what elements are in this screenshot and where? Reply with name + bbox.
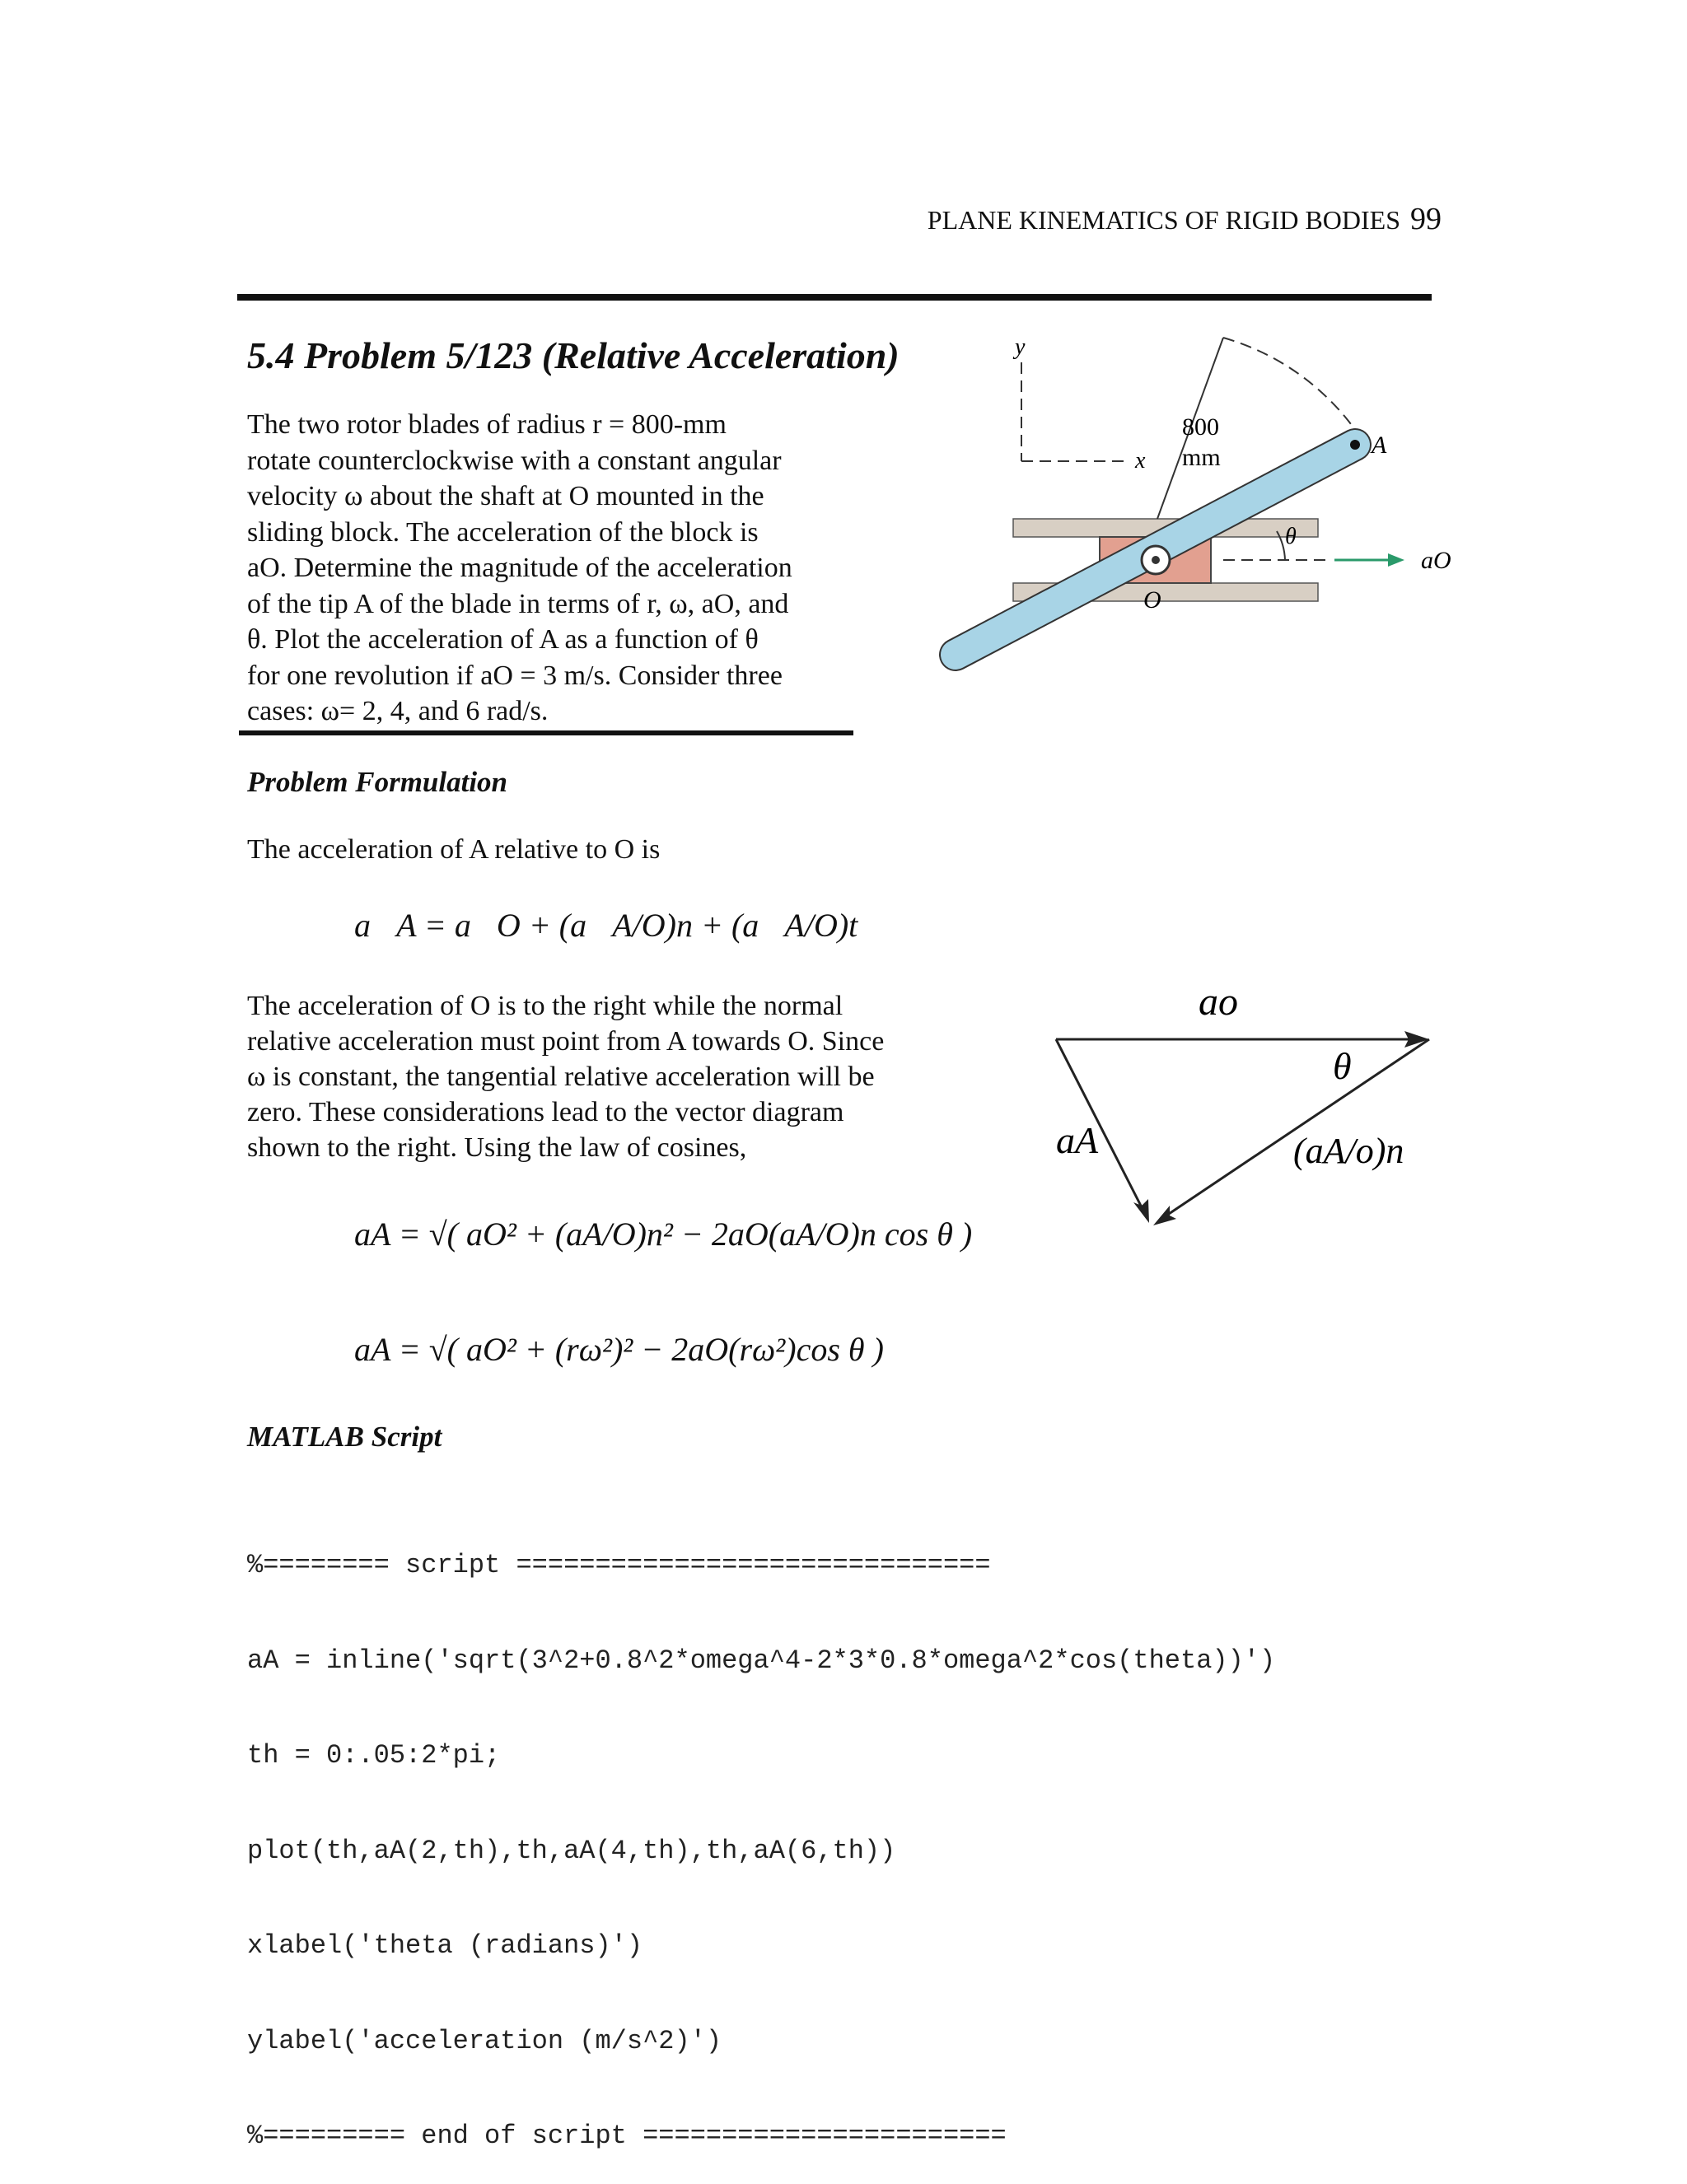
aan-arrowhead	[1153, 1206, 1176, 1225]
equation-1: a⃗A = a⃗O + (a⃗A/O)n + (a⃗A/O)t	[354, 907, 858, 944]
code-line: %========= end of script =======================	[247, 2121, 1007, 2151]
equation-2: aA = √( aO² + (aA/O)n² − 2aO(aA/O)n cos θ )	[354, 1216, 973, 1253]
section-title: 5.4 Problem 5/123 (Relative Acceleration)	[247, 334, 900, 376]
statement-rule	[239, 730, 853, 735]
shaft-point	[1152, 556, 1160, 564]
dim-unit: mm	[1182, 444, 1221, 471]
statement-line: for one revolution if aO = 3 m/s. Consider three	[247, 660, 783, 691]
matlab-code-block	[247, 1486, 1275, 2184]
paragraph-line: zero. These considerations lead to the vector diagram	[247, 1097, 844, 1127]
page-number: 99	[1410, 202, 1442, 236]
theta-label: θ	[1333, 1045, 1352, 1087]
statement-line: rotate counterclockwise with a constant angular	[247, 445, 782, 476]
aan-label: (aA/o)n	[1293, 1131, 1404, 1171]
code-line: %======== script ==============================	[247, 1550, 991, 1580]
accel-label: aO	[1421, 547, 1451, 574]
angle-label: θ	[1285, 524, 1297, 549]
top-rule	[237, 294, 1432, 301]
label-a: A	[1372, 432, 1387, 459]
paragraph-line: shown to the right. Using the law of cosines,	[247, 1132, 747, 1163]
paragraph-line: relative acceleration must point from A towards O. Since	[247, 1026, 885, 1057]
statement-line: θ. Plot the acceleration of A as a function of θ	[247, 624, 759, 655]
statement-line: The two rotor blades of radius r = 800-mm	[247, 409, 727, 440]
rotor-figure	[939, 329, 1466, 725]
statement-line: of the tip A of the blade in terms of r, ω, aO, and	[247, 588, 789, 619]
x-label: x	[1135, 448, 1146, 474]
dim-value: 800	[1182, 413, 1219, 441]
tip-point	[1350, 440, 1360, 450]
paragraph-line: ω is constant, the tangential relative acceleration will be	[247, 1062, 875, 1092]
statement-line: velocity ω about the shaft at O mounted in the	[247, 481, 764, 511]
running-header	[741, 201, 1442, 237]
radius-arc	[1223, 338, 1351, 424]
formulation-heading: Problem Formulation	[247, 766, 508, 798]
aa-arrowhead	[1133, 1199, 1149, 1223]
aan-vector	[1161, 1039, 1429, 1219]
label-o: O	[1143, 586, 1161, 614]
ao-label: ao	[1199, 980, 1238, 1024]
y-label: y	[1015, 334, 1026, 360]
code-line: aA = inline('sqrt(3^2+0.8^2*omega^4-2*3*0.8*omega^2*cos(theta))')	[247, 1645, 1276, 1676]
problem-statement	[247, 407, 844, 730]
matlab-heading: MATLAB Script	[247, 1421, 442, 1453]
vector-diagram	[1021, 972, 1450, 1244]
accel-arrowhead	[1388, 553, 1404, 567]
code-line: th = 0:.05:2*pi;	[247, 1740, 501, 1771]
statement-line: cases: ω= 2, 4, and 6 rad/s.	[247, 696, 549, 726]
formulation-paragraph	[247, 988, 943, 1165]
code-line: ylabel('acceleration (m/s^2)')	[247, 2025, 722, 2056]
running-title: PLANE KINEMATICS OF RIGID BODIES	[927, 205, 1400, 235]
formulation-intro: The acceleration of A relative to O is	[247, 834, 661, 865]
statement-line: sliding block. The acceleration of the block is	[247, 516, 759, 548]
equation-3: aA = √( aO² + (rω²)² − 2aO(rω²)cos θ )	[354, 1331, 884, 1368]
code-line: xlabel('theta (radians)')	[247, 1930, 643, 1961]
code-line: plot(th,aA(2,th),th,aA(4,th),th,aA(6,th))	[247, 1835, 896, 1866]
statement-line: aO. Determine the magnitude of the acceleration	[247, 553, 792, 583]
aa-label: aA	[1056, 1119, 1099, 1161]
paragraph-line: The acceleration of O is to the right while the normal	[247, 991, 844, 1021]
